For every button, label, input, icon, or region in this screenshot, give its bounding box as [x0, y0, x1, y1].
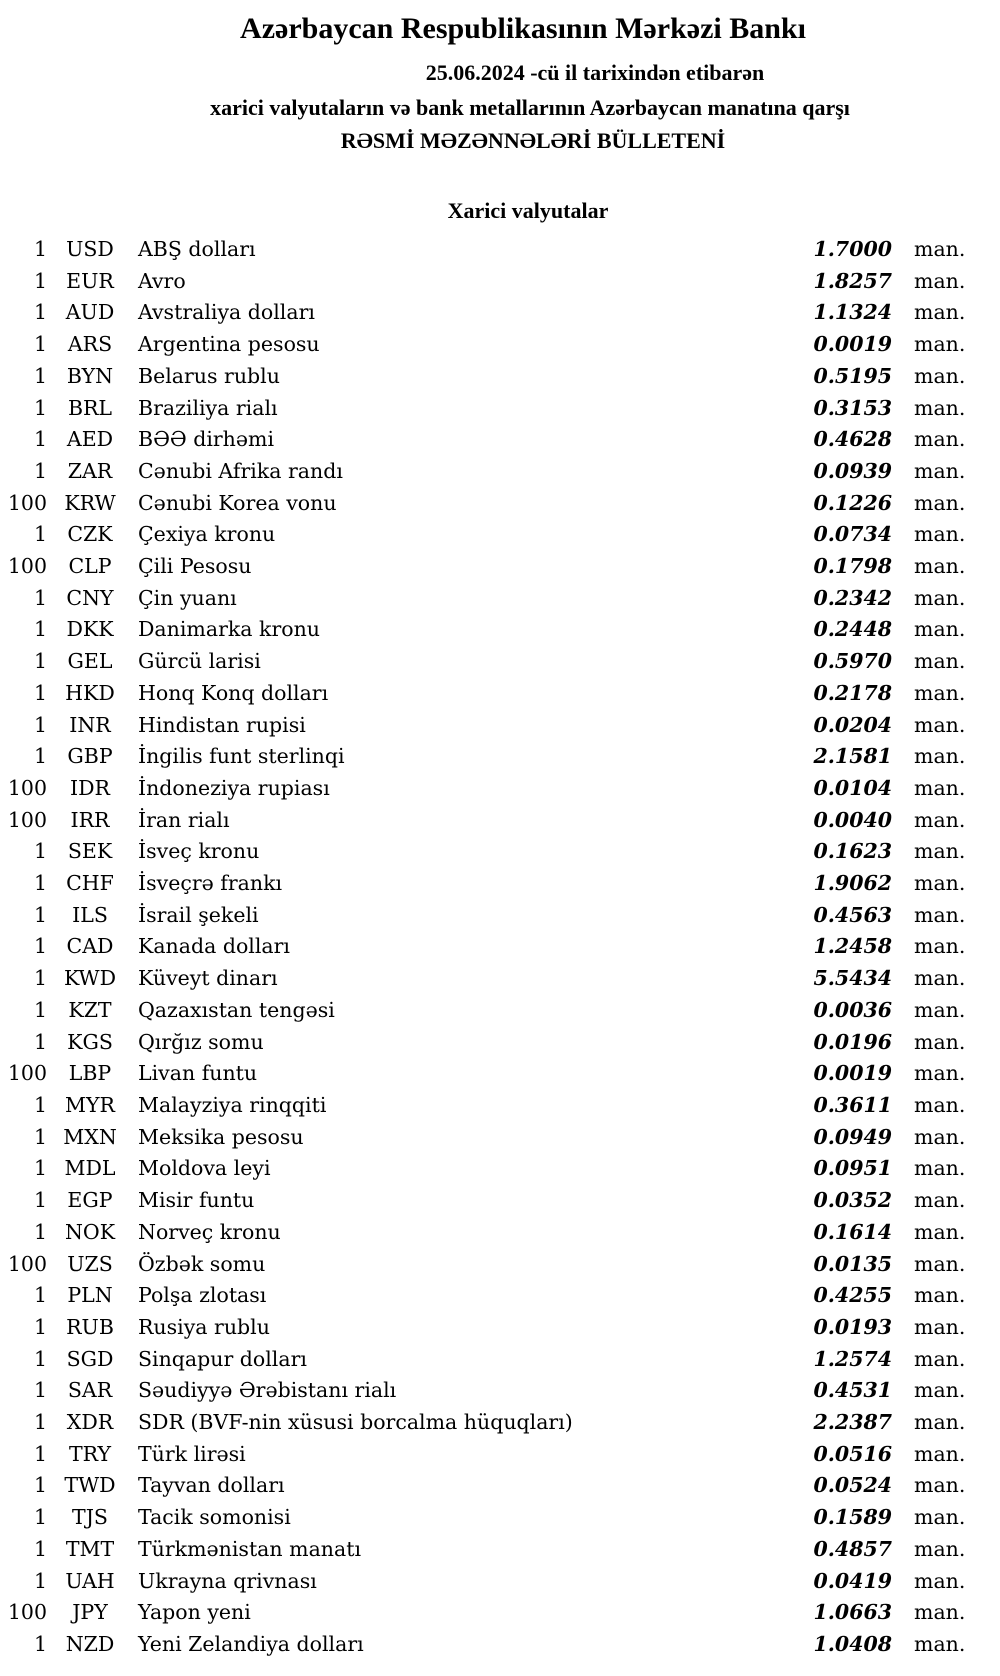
currency-name: Norveç kronu — [138, 1219, 281, 1244]
currency-row — [0, 329, 1000, 361]
currency-name: İsrail şekeli — [138, 902, 259, 927]
currency-quantity: 1 — [33, 617, 47, 642]
currency-rate: 0.3153 — [813, 395, 892, 420]
currency-unit-label: man. — [914, 363, 966, 388]
currency-row — [0, 1597, 1000, 1629]
currency-name: Braziliya rialı — [138, 395, 278, 420]
currency-row — [0, 424, 1000, 456]
currency-code: NOK — [64, 1219, 116, 1244]
currency-row — [0, 741, 1000, 773]
currency-row — [0, 900, 1000, 932]
currency-row — [0, 297, 1000, 329]
currency-name: İsveçrə frankı — [138, 871, 283, 896]
currency-code: EGP — [67, 1188, 113, 1213]
currency-quantity: 1 — [33, 712, 47, 737]
currency-unit-label: man. — [914, 1441, 966, 1466]
currency-name: Yeni Zelandiya dolları — [138, 1631, 364, 1656]
currency-quantity: 1 — [33, 268, 47, 293]
currency-rate: 1.2458 — [813, 934, 892, 959]
currency-name: Rusiya rublu — [138, 1314, 270, 1339]
bulletin-document — [0, 13, 1000, 1676]
currency-unit-label: man. — [914, 490, 966, 515]
currency-unit-label: man. — [914, 966, 966, 991]
currency-quantity: 1 — [33, 1631, 47, 1656]
currency-unit-label: man. — [914, 585, 966, 610]
currency-quantity: 100 — [7, 1251, 47, 1276]
currency-row — [0, 1344, 1000, 1376]
currency-code: MDL — [64, 1156, 116, 1181]
currency-rate: 0.4563 — [813, 902, 892, 927]
currency-name: Qazaxıstan tengəsi — [138, 997, 335, 1022]
currency-rate: 0.4531 — [813, 1378, 892, 1403]
currency-code: TJS — [72, 1505, 108, 1530]
currency-row — [0, 646, 1000, 678]
currency-code: KRW — [64, 490, 116, 515]
currency-rate: 0.0019 — [813, 332, 892, 357]
currency-unit-label: man. — [914, 1631, 966, 1656]
currency-rate: 0.1614 — [813, 1219, 892, 1244]
currency-name: Çili Pesosu — [138, 554, 252, 579]
currency-unit-label: man. — [914, 1061, 966, 1086]
currency-unit-label: man. — [914, 902, 966, 927]
currency-rate: 0.0196 — [813, 1029, 892, 1054]
currency-unit-label: man. — [914, 1156, 966, 1181]
currency-quantity: 1 — [33, 1283, 47, 1308]
currency-rate: 0.0135 — [813, 1251, 892, 1276]
currency-quantity: 1 — [33, 1473, 47, 1498]
currency-unit-label: man. — [914, 1219, 966, 1244]
currency-code: EUR — [66, 268, 114, 293]
currency-name: Sinqapur dolları — [138, 1346, 307, 1371]
currency-row — [0, 488, 1000, 520]
currency-quantity: 1 — [33, 1378, 47, 1403]
currency-code: CHF — [66, 871, 114, 896]
currency-rate: 0.1623 — [813, 839, 892, 864]
currency-name: Argentina pesosu — [138, 332, 320, 357]
currency-quantity: 1 — [33, 680, 47, 705]
currency-code: KZT — [68, 997, 112, 1022]
currency-quantity: 1 — [33, 871, 47, 896]
currency-quantity: 1 — [33, 1536, 47, 1561]
currency-quantity: 1 — [33, 300, 47, 325]
currency-row — [0, 1502, 1000, 1534]
currency-code: MXN — [63, 1124, 117, 1149]
currency-unit-label: man. — [914, 427, 966, 452]
currency-unit-label: man. — [914, 554, 966, 579]
currency-name: İsveç kronu — [138, 839, 260, 864]
currency-row — [0, 1185, 1000, 1217]
subtitle-scope-line: xarici valyutaların və bank metallarının Azərbaycan manatına qarşı — [210, 95, 850, 120]
currency-row — [0, 1407, 1000, 1439]
currency-unit-label: man. — [914, 300, 966, 325]
currency-rate: 1.7000 — [813, 237, 892, 261]
currency-row — [0, 1122, 1000, 1154]
currency-quantity: 1 — [33, 1346, 47, 1371]
currency-code: BYN — [66, 363, 114, 388]
currency-row — [0, 963, 1000, 995]
currency-row — [0, 773, 1000, 805]
currency-rate: 0.1226 — [813, 490, 892, 515]
currency-quantity: 1 — [33, 1441, 47, 1466]
currency-row — [0, 1629, 1000, 1661]
currency-name: Küveyt dinarı — [138, 966, 278, 991]
currency-unit-label: man. — [914, 458, 966, 483]
bank-title: Azərbaycan Respublikasının Mərkəzi Bankı — [240, 12, 806, 45]
currency-rate: 0.4255 — [813, 1283, 892, 1308]
currency-unit-label: man. — [914, 649, 966, 674]
currency-unit-label: man. — [914, 1600, 966, 1625]
currency-quantity: 1 — [33, 1156, 47, 1181]
currency-row — [0, 1470, 1000, 1502]
currency-quantity: 1 — [33, 1505, 47, 1530]
currency-unit-label: man. — [914, 1410, 966, 1435]
currency-row — [0, 614, 1000, 646]
currency-unit-label: man. — [914, 268, 966, 293]
currency-row — [0, 868, 1000, 900]
currency-name: Səudiyyə Ərəbistanı rialı — [138, 1378, 397, 1403]
currency-quantity: 1 — [33, 1219, 47, 1244]
currency-rate: 0.0419 — [813, 1568, 892, 1593]
currency-rate: 0.3611 — [813, 1092, 892, 1117]
currency-code: IRR — [70, 807, 110, 832]
currency-name: Ukrayna qrivnası — [138, 1568, 317, 1593]
currency-code: NZD — [65, 1631, 115, 1656]
currency-unit-label: man. — [914, 1092, 966, 1117]
currency-name: Malayziya rinqqiti — [138, 1092, 327, 1117]
currency-unit-label: man. — [914, 1314, 966, 1339]
currency-rate: 0.0951 — [813, 1156, 892, 1181]
currency-quantity: 100 — [7, 807, 47, 832]
currency-name: Çexiya kronu — [138, 522, 276, 547]
currency-rate: 0.0516 — [813, 1441, 892, 1466]
currency-row — [0, 361, 1000, 393]
currency-row — [0, 393, 1000, 425]
rates-table — [0, 234, 1000, 1661]
currency-name: Meksika pesosu — [138, 1124, 304, 1149]
currency-code: CZK — [67, 522, 113, 547]
currency-quantity: 1 — [33, 395, 47, 420]
currency-quantity: 1 — [33, 363, 47, 388]
currency-quantity: 1 — [33, 1568, 47, 1593]
currency-row — [0, 551, 1000, 583]
currency-rate: 0.5195 — [813, 363, 892, 388]
section-title-foreign-currencies: Xarici valyutalar — [447, 198, 609, 223]
currency-quantity: 100 — [7, 554, 47, 579]
currency-rate: 0.0040 — [813, 807, 892, 832]
currency-rate: 0.0524 — [813, 1473, 892, 1498]
currency-code: AED — [66, 427, 114, 452]
currency-unit-label: man. — [914, 839, 966, 864]
currency-code: AUD — [65, 300, 115, 325]
currency-rate: 0.0036 — [813, 997, 892, 1022]
currency-code: JPY — [72, 1600, 108, 1625]
currency-rate: 1.0408 — [813, 1631, 892, 1656]
currency-row — [0, 1090, 1000, 1122]
currency-row — [0, 234, 1000, 266]
currency-rate: 1.2574 — [813, 1346, 892, 1371]
currency-rate: 1.1324 — [813, 300, 892, 325]
currency-code: KGS — [67, 1029, 113, 1054]
currency-unit-label: man. — [914, 1251, 966, 1276]
currency-row — [0, 931, 1000, 963]
currency-name: Özbək somu — [138, 1251, 266, 1276]
currency-row — [0, 1534, 1000, 1566]
currency-rate: 0.2342 — [813, 585, 892, 610]
currency-row — [0, 710, 1000, 742]
currency-code: ILS — [72, 902, 108, 927]
currency-unit-label: man. — [914, 237, 966, 261]
currency-quantity: 1 — [33, 585, 47, 610]
currency-code: XDR — [66, 1410, 114, 1435]
currency-row — [0, 1439, 1000, 1471]
currency-row — [0, 1375, 1000, 1407]
currency-code: CAD — [66, 934, 114, 959]
currency-code: KWD — [63, 966, 117, 991]
currency-name: Danimarka kronu — [138, 617, 321, 642]
currency-code: IDR — [70, 775, 110, 800]
currency-row — [0, 583, 1000, 615]
effective-date-line: 25.06.2024 -cü il tarixindən etibarən — [425, 60, 765, 85]
currency-unit-label: man. — [914, 332, 966, 357]
currency-rate: 1.0663 — [813, 1600, 892, 1625]
currency-unit-label: man. — [914, 1536, 966, 1561]
currency-quantity: 100 — [7, 490, 47, 515]
currency-rate: 0.4857 — [813, 1536, 892, 1561]
currency-row — [0, 805, 1000, 837]
currency-rate: 1.8257 — [813, 268, 892, 293]
currency-code: BRL — [67, 395, 113, 420]
currency-quantity: 100 — [7, 1061, 47, 1086]
currency-unit-label: man. — [914, 1029, 966, 1054]
currency-unit-label: man. — [914, 871, 966, 896]
currency-unit-label: man. — [914, 522, 966, 547]
currency-name: Yapon yeni — [138, 1600, 251, 1625]
currency-name: İngilis funt sterlinqi — [138, 744, 345, 769]
currency-quantity: 1 — [33, 997, 47, 1022]
currency-quantity: 1 — [33, 1314, 47, 1339]
currency-quantity: 1 — [33, 332, 47, 357]
currency-code: UAH — [65, 1568, 115, 1593]
currency-row — [0, 1312, 1000, 1344]
currency-row — [0, 1280, 1000, 1312]
currency-quantity: 1 — [33, 744, 47, 769]
currency-unit-label: man. — [914, 1505, 966, 1530]
currency-code: SEK — [67, 839, 113, 864]
currency-unit-label: man. — [914, 775, 966, 800]
currency-rate: 0.0949 — [813, 1124, 892, 1149]
currency-unit-label: man. — [914, 1188, 966, 1213]
currency-row — [0, 1249, 1000, 1281]
currency-name: Hindistan rupisi — [138, 712, 306, 737]
currency-unit-label: man. — [914, 744, 966, 769]
currency-code: GBP — [67, 744, 113, 769]
currency-rate: 0.1798 — [813, 554, 892, 579]
currency-code: ZAR — [67, 458, 113, 483]
currency-rate: 5.5434 — [813, 966, 892, 991]
currency-name: Türk lirəsi — [138, 1441, 246, 1466]
currency-name: Tacik somonisi — [138, 1505, 291, 1530]
currency-rate: 0.5970 — [813, 649, 892, 674]
currency-quantity: 1 — [33, 1029, 47, 1054]
currency-quantity: 100 — [7, 1600, 47, 1625]
currency-row — [0, 1027, 1000, 1059]
currency-rate: 0.0352 — [813, 1188, 892, 1213]
currency-name: Kanada dolları — [138, 934, 290, 959]
currency-quantity: 1 — [33, 902, 47, 927]
currency-name: SDR (BVF-nin xüsusi borcalma hüquqları) — [138, 1410, 573, 1435]
currency-code: PLN — [67, 1283, 113, 1308]
currency-code: DKK — [66, 617, 114, 642]
currency-row — [0, 266, 1000, 298]
currency-rate: 0.0734 — [813, 522, 892, 547]
currency-unit-label: man. — [914, 1378, 966, 1403]
currency-name: Polşa zlotası — [138, 1283, 267, 1308]
currency-code: INR — [69, 712, 111, 737]
currency-row — [0, 1566, 1000, 1598]
currency-code: TWD — [64, 1473, 116, 1498]
currency-name: İran rialı — [138, 807, 230, 832]
currency-name: Misir funtu — [138, 1188, 255, 1213]
currency-row — [0, 456, 1000, 488]
currency-rate: 1.9062 — [813, 871, 892, 896]
currency-rate: 2.1581 — [813, 744, 892, 769]
currency-quantity: 1 — [33, 966, 47, 991]
currency-unit-label: man. — [914, 1568, 966, 1593]
currency-quantity: 1 — [33, 649, 47, 674]
currency-quantity: 1 — [33, 839, 47, 864]
currency-unit-label: man. — [914, 997, 966, 1022]
currency-name: İndoneziya rupiası — [138, 775, 330, 800]
currency-quantity: 1 — [33, 458, 47, 483]
currency-name: Cənubi Afrika randı — [138, 458, 343, 483]
currency-quantity: 1 — [33, 1188, 47, 1213]
currency-code: GEL — [67, 649, 113, 674]
document-header — [0, 13, 1000, 155]
currency-code: SAR — [67, 1378, 113, 1403]
currency-rate: 0.2178 — [813, 680, 892, 705]
currency-row — [0, 678, 1000, 710]
currency-rate: 0.0104 — [813, 775, 892, 800]
currency-quantity: 1 — [33, 934, 47, 959]
currency-name: BƏƏ dirhəmi — [138, 427, 275, 452]
currency-code: RUB — [66, 1314, 114, 1339]
bulletin-title: RƏSMİ MƏZƏNNƏLƏRİ BÜLLETENİ — [340, 128, 726, 153]
currency-row — [0, 1153, 1000, 1185]
currency-name: Moldova leyi — [138, 1156, 271, 1181]
currency-code: HKD — [65, 680, 115, 705]
currency-code: CNY — [66, 585, 114, 610]
currency-name: Tayvan dolları — [138, 1473, 285, 1498]
currency-code: LBP — [68, 1061, 112, 1086]
currency-rate: 2.2387 — [813, 1410, 892, 1435]
currency-unit-label: man. — [914, 934, 966, 959]
currency-row — [0, 1217, 1000, 1249]
currency-name: Belarus rublu — [138, 363, 280, 388]
currency-quantity: 1 — [33, 427, 47, 452]
currency-name: Avstraliya dolları — [138, 300, 315, 325]
currency-unit-label: man. — [914, 395, 966, 420]
currency-name: Avro — [138, 268, 186, 293]
currency-row — [0, 836, 1000, 868]
currency-name: Türkmənistan manatı — [138, 1536, 362, 1561]
currency-name: ABŞ dolları — [138, 237, 256, 261]
currency-code: MYR — [65, 1092, 115, 1117]
currency-quantity: 1 — [33, 237, 47, 261]
currency-code: TMT — [65, 1536, 115, 1561]
currency-rate: 0.0019 — [813, 1061, 892, 1086]
currency-name: Cənubi Korea vonu — [138, 490, 337, 515]
currency-unit-label: man. — [914, 712, 966, 737]
currency-name: Honq Konq dolları — [138, 680, 329, 705]
currency-rate: 0.0204 — [813, 712, 892, 737]
currency-unit-label: man. — [914, 1124, 966, 1149]
currency-unit-label: man. — [914, 1473, 966, 1498]
currency-unit-label: man. — [914, 617, 966, 642]
currency-quantity: 1 — [33, 522, 47, 547]
currency-code: CLP — [68, 554, 112, 579]
currency-name: Qırğız somu — [138, 1029, 264, 1054]
currency-code: TRY — [68, 1441, 111, 1466]
currency-code: USD — [66, 237, 114, 261]
currency-row — [0, 1058, 1000, 1090]
currency-rate: 0.0193 — [813, 1314, 892, 1339]
currency-code: UZS — [67, 1251, 113, 1276]
currency-name: Gürcü larisi — [138, 649, 261, 674]
currency-row — [0, 519, 1000, 551]
currency-code: ARS — [67, 332, 113, 357]
currency-rate: 0.0939 — [813, 458, 892, 483]
currency-quantity: 1 — [33, 1092, 47, 1117]
currency-code: SGD — [66, 1346, 114, 1371]
currency-unit-label: man. — [914, 680, 966, 705]
currency-rate: 0.1589 — [813, 1505, 892, 1530]
currency-quantity: 100 — [7, 775, 47, 800]
currency-unit-label: man. — [914, 1346, 966, 1371]
currency-unit-label: man. — [914, 1283, 966, 1308]
currency-row — [0, 995, 1000, 1027]
currency-name: Livan funtu — [138, 1061, 258, 1086]
currency-rate: 0.2448 — [813, 617, 892, 642]
currency-quantity: 1 — [33, 1410, 47, 1435]
currency-unit-label: man. — [914, 807, 966, 832]
currency-rate: 0.4628 — [813, 427, 892, 452]
currency-name: Çin yuanı — [138, 585, 237, 610]
currency-quantity: 1 — [33, 1124, 47, 1149]
